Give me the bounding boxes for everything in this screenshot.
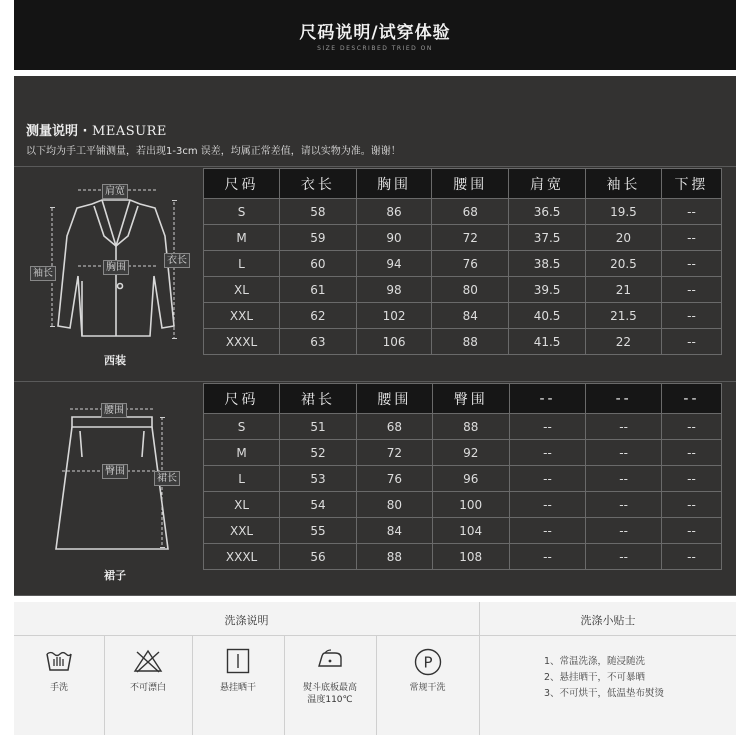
care-item-hang-dry: [192, 636, 285, 735]
tips-title: 洗涤小贴士: [580, 614, 636, 627]
table-cell: 84: [432, 303, 509, 329]
table-cell: 72: [356, 440, 432, 466]
column-header: 臀围: [432, 384, 509, 414]
table-cell: --: [661, 251, 721, 277]
table-row: [204, 466, 722, 492]
table-cell: --: [661, 329, 721, 355]
table-cell: 68: [356, 414, 432, 440]
suit-illustration: [22, 176, 202, 376]
table-row: [204, 199, 722, 225]
table-cell: --: [509, 544, 586, 570]
table-cell: 20.5: [586, 251, 662, 277]
table-cell: --: [661, 440, 721, 466]
table-cell: M: [204, 440, 280, 466]
iron-icon: [315, 648, 345, 670]
measure-panel: [14, 76, 736, 596]
column-header: 胸围: [356, 169, 432, 199]
care-item-hand-wash: [14, 636, 105, 735]
table-cell: 92: [432, 440, 509, 466]
table-cell: 51: [280, 414, 357, 440]
table-cell: --: [586, 440, 662, 466]
table-cell: 68: [432, 199, 509, 225]
table-cell: --: [661, 414, 721, 440]
table-cell: --: [586, 466, 662, 492]
table-row: [204, 303, 722, 329]
column-header: 裙长: [280, 384, 357, 414]
table-cell: 19.5: [586, 199, 662, 225]
column-header: --: [661, 384, 721, 414]
care-label: 悬挂晒干: [219, 683, 256, 693]
table-row: [204, 251, 722, 277]
column-header: --: [509, 384, 586, 414]
table-row: [204, 492, 722, 518]
table-cell: 22: [586, 329, 662, 355]
table-cell: 61: [280, 277, 357, 303]
divider: [480, 635, 736, 636]
tip-item: 2、悬挂晒干，不可暴晒: [544, 672, 646, 683]
table-cell: --: [661, 277, 721, 303]
dry-clean-symbol: P: [422, 653, 433, 672]
table-cell: 88: [356, 544, 432, 570]
table-cell: 39.5: [509, 277, 586, 303]
table-cell: 80: [432, 277, 509, 303]
table-cell: 52: [280, 440, 357, 466]
table-cell: S: [204, 414, 280, 440]
measure-title: [26, 120, 167, 139]
table-cell: 59: [280, 225, 357, 251]
table-cell: --: [661, 225, 721, 251]
skirt-drawing: [22, 391, 202, 591]
divider: [14, 166, 736, 167]
care-label: 常规干洗: [409, 683, 446, 693]
table-row: [204, 414, 722, 440]
table-cell: 72: [432, 225, 509, 251]
table-cell: --: [509, 414, 586, 440]
table-cell: 54: [280, 492, 357, 518]
table-row: [204, 440, 722, 466]
measure-title-sep: ·: [82, 124, 88, 139]
table-row: [204, 277, 722, 303]
table-cell: 60: [280, 251, 357, 277]
length-label: 衣长: [164, 253, 190, 268]
table-cell: 38.5: [509, 251, 586, 277]
skirt-illustration: [22, 391, 202, 591]
table-cell: 108: [432, 544, 509, 570]
table-cell: --: [586, 544, 662, 570]
table-cell: 90: [356, 225, 432, 251]
skirt-size-table: [203, 383, 722, 570]
table-cell: 37.5: [509, 225, 586, 251]
sleeve-label: 袖长: [30, 266, 56, 281]
care-label-line2: 温度110℃: [307, 695, 353, 705]
table-cell: M: [204, 225, 280, 251]
table-cell: 96: [432, 466, 509, 492]
column-header: 腰围: [356, 384, 432, 414]
care-footer: [14, 602, 736, 735]
table-row: [204, 329, 722, 355]
table-cell: 104: [432, 518, 509, 544]
table-cell: --: [586, 492, 662, 518]
table-cell: 40.5: [509, 303, 586, 329]
chest-label: 胸围: [103, 260, 129, 275]
table-cell: 56: [280, 544, 357, 570]
table-cell: L: [204, 251, 280, 277]
table-cell: --: [509, 518, 586, 544]
divider: [14, 381, 736, 382]
table-cell: 41.5: [509, 329, 586, 355]
table-cell: 21: [586, 277, 662, 303]
suit-caption: 西装: [104, 354, 126, 367]
table-cell: --: [661, 492, 721, 518]
shoulder-label: 肩宽: [102, 184, 128, 199]
table-cell: 100: [432, 492, 509, 518]
table-cell: 80: [356, 492, 432, 518]
table-cell: 20: [586, 225, 662, 251]
divider: [14, 595, 736, 596]
hip-label: 臀围: [102, 464, 128, 479]
table-cell: --: [661, 303, 721, 329]
hand-wash-icon: [45, 648, 73, 674]
column-header: 袖长: [586, 169, 662, 199]
column-header: --: [586, 384, 662, 414]
table-cell: XXL: [204, 518, 280, 544]
table-cell: 102: [356, 303, 432, 329]
column-header: 尺码: [204, 169, 280, 199]
table-cell: 84: [356, 518, 432, 544]
column-header: 衣长: [280, 169, 357, 199]
table-cell: --: [586, 414, 662, 440]
page-subtitle: SIZE DESCRIBED TRIED ON: [317, 45, 433, 52]
table-cell: --: [509, 440, 586, 466]
table-cell: 21.5: [586, 303, 662, 329]
measure-note: 以下均为手工平铺测量，若出现1-3cm 误差，均属正常差值，请以实物为准。谢谢！: [26, 146, 401, 157]
hang-dry-icon: [226, 648, 250, 674]
column-header: 下摆: [661, 169, 721, 199]
table-cell: 36.5: [509, 199, 586, 225]
table-cell: 55: [280, 518, 357, 544]
care-section: [14, 602, 480, 735]
table-row: [204, 225, 722, 251]
tip-item: 3、不可烘干，低温垫布熨烫: [544, 688, 665, 699]
table-header-row: [204, 169, 722, 199]
table-cell: 106: [356, 329, 432, 355]
table-row: [204, 544, 722, 570]
care-title: 洗涤说明: [224, 614, 269, 627]
skirt-length-label: 裙长: [154, 471, 180, 486]
tips-list: [544, 654, 664, 702]
table-cell: 88: [432, 329, 509, 355]
table-cell: 88: [432, 414, 509, 440]
table-cell: 62: [280, 303, 357, 329]
table-cell: 76: [356, 466, 432, 492]
care-label: [284, 682, 376, 706]
table-cell: XXL: [204, 303, 280, 329]
table-cell: 86: [356, 199, 432, 225]
care-item-no-bleach: [104, 636, 193, 735]
tip-item: 1、常温洗涤，随浸随洗: [544, 656, 646, 667]
table-cell: XL: [204, 277, 280, 303]
measure-title-en: MEASURE: [92, 124, 167, 139]
column-header: 尺码: [204, 384, 280, 414]
table-cell: XXXL: [204, 544, 280, 570]
table-row: [204, 518, 722, 544]
table-header-row: [204, 384, 722, 414]
skirt-caption: 裙子: [104, 569, 126, 582]
table-cell: 76: [432, 251, 509, 277]
column-header: 肩宽: [509, 169, 586, 199]
waist-label: 腰围: [101, 403, 127, 418]
table-cell: XL: [204, 492, 280, 518]
table-cell: --: [661, 199, 721, 225]
table-cell: S: [204, 199, 280, 225]
table-cell: --: [509, 492, 586, 518]
table-cell: 58: [280, 199, 357, 225]
table-cell: L: [204, 466, 280, 492]
table-cell: --: [661, 466, 721, 492]
table-cell: --: [509, 466, 586, 492]
table-cell: XXXL: [204, 329, 280, 355]
no-bleach-icon: [133, 648, 163, 674]
header-banner: [14, 0, 736, 70]
care-label: 不可漂白: [129, 683, 166, 693]
table-cell: --: [661, 544, 721, 570]
dry-clean-icon: [414, 648, 442, 676]
care-item-dry-clean: [376, 636, 479, 735]
table-cell: 63: [280, 329, 357, 355]
suit-size-table: [203, 168, 722, 355]
table-cell: 94: [356, 251, 432, 277]
table-cell: --: [586, 518, 662, 544]
table-cell: --: [661, 518, 721, 544]
care-item-iron: [284, 636, 377, 735]
table-cell: 98: [356, 277, 432, 303]
page-title: 尺码说明/试穿体验: [299, 23, 451, 43]
measure-title-cn: 测量说明: [26, 124, 79, 139]
column-header: 腰围: [432, 169, 509, 199]
care-label: 手洗: [49, 683, 68, 693]
table-cell: 53: [280, 466, 357, 492]
care-label-line1: 熨斗底板最高: [302, 683, 357, 693]
